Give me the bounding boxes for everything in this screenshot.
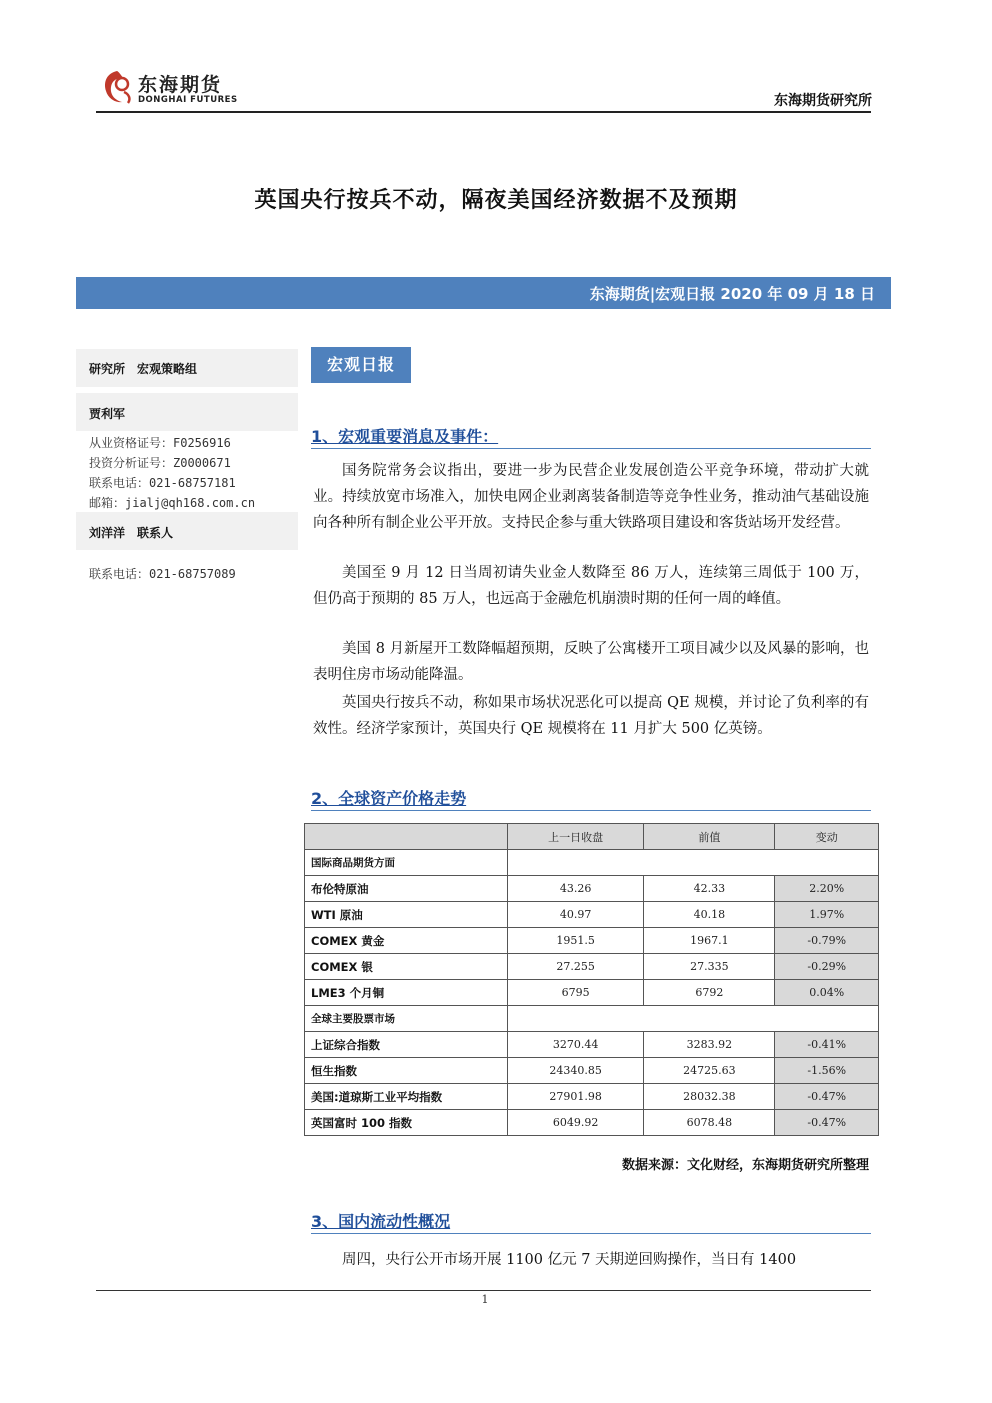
group-label: 国际商品期货方面 (305, 850, 508, 876)
section1-heading-text: 1、宏观重要消息及事件： (311, 427, 499, 446)
row-label: LME3 个月铜 (305, 980, 508, 1006)
section1-heading (311, 424, 871, 449)
table-row (305, 876, 879, 902)
table-row (305, 1058, 879, 1084)
row-label: 英国富时 100 指数 (305, 1110, 508, 1136)
analyst2-phone: 联系电话：021-68757089 (89, 567, 236, 581)
change-value: -0.41% (775, 1032, 879, 1058)
prev-value: 42.33 (644, 876, 775, 902)
column-header: 变动 (775, 824, 879, 850)
change-value: -0.47% (775, 1084, 879, 1110)
company-logo (96, 64, 256, 110)
prev-value: 6792 (644, 980, 775, 1006)
table-row (305, 902, 879, 928)
table-header-row (305, 824, 879, 850)
close-value: 3270.44 (508, 1032, 644, 1058)
data-source-note: 数据来源：文化财经，东海期货研究所整理 (621, 1158, 869, 1173)
section1-paragraph: 国务院常务会议指出，要进一步为民营企业发展创造公平竞争环境，带动扩大就业。持续放宽市场准入，加快电网企业剥离装备制造等竞争性业务，推动油气基础设施向各种所有制企业公平开放。支持民企参与重大铁路项目建设和客货站场开发经营。 (313, 463, 869, 531)
close-value: 43.26 (508, 876, 644, 902)
table-row (305, 1032, 879, 1058)
table-group-row (305, 850, 879, 876)
section1-paragraph: 美国至 9 月 12 日当周初请失业金人数降至 86 万人，连续第三周低于 100 万，但仍高于预期的 85 万人，也远高于金融危机崩溃时期的任何一周的峰值。 (313, 565, 869, 607)
logo-chinese-name: 东海期货 (138, 74, 223, 96)
row-label: WTI 原油 (305, 902, 508, 928)
header-divider (96, 111, 871, 113)
group-label: 全球主要股票市场 (305, 1006, 508, 1032)
change-value: 1.97% (775, 902, 879, 928)
prev-value: 40.18 (644, 902, 775, 928)
report-banner (76, 277, 891, 309)
section2-heading (311, 786, 871, 811)
prev-value: 3283.92 (644, 1032, 775, 1058)
dragon-logo-icon (100, 68, 134, 106)
logo-english-name: DONGHAI FUTURES (138, 95, 238, 105)
analyst1-email[interactable]: 邮箱：jialj@qh168.com.cn (89, 496, 256, 510)
group-spacer (508, 1006, 879, 1032)
row-label: 布伦特原油 (305, 876, 508, 902)
asset-price-table (304, 823, 879, 1136)
table-row (305, 1084, 879, 1110)
footer-divider (96, 1290, 871, 1291)
section3-heading-text: 3、国内流动性概况 (311, 1212, 451, 1231)
section1-paragraph: 英国央行按兵不动，称如果市场状况恶化可以提高 QE 规模，并讨论了负利率的有效性。经济学家预计，英国央行 QE 规模将在 11 月扩大 500 亿英镑。 (313, 695, 869, 737)
close-value: 6049.92 (508, 1110, 644, 1136)
close-value: 6795 (508, 980, 644, 1006)
prev-value: 24725.63 (644, 1058, 775, 1084)
analyst2-name: 刘洋洋 联系人 (89, 526, 174, 540)
page-number: 1 (481, 1293, 489, 1306)
institute-name: 东海期货研究所 (774, 93, 872, 109)
column-header: 上一日收盘 (508, 824, 644, 850)
section2-heading-text: 2、全球资产价格走势 (311, 789, 467, 808)
change-value: 0.04% (775, 980, 879, 1006)
section-tag: 宏观日报 (311, 347, 411, 383)
prev-value: 6078.48 (644, 1110, 775, 1136)
change-value: -0.47% (775, 1110, 879, 1136)
section1-paragraph: 美国 8 月新屋开工数降幅超预期，反映了公寓楼开工项目减少以及风暴的影响，也表明住房市场动能降温。 (313, 641, 869, 683)
close-value: 27.255 (508, 954, 644, 980)
analyst1-invest-cert: 投资分析证号：Z0000671 (89, 456, 231, 470)
analyst1-name: 贾利军 (89, 407, 126, 421)
row-label: 上证综合指数 (305, 1032, 508, 1058)
banner-text: 东海期货|宏观日报 2020 年 09 月 18 日 (589, 285, 875, 303)
close-value: 27901.98 (508, 1084, 644, 1110)
analyst1-info (89, 433, 255, 513)
table-row (305, 928, 879, 954)
row-label: 恒生指数 (305, 1058, 508, 1084)
column-header: 前值 (644, 824, 775, 850)
row-label: COMEX 黄金 (305, 928, 508, 954)
sidebar-group: 研究所 宏观策略组 (89, 362, 198, 376)
table-corner-cell (305, 824, 508, 850)
prev-value: 1967.1 (644, 928, 775, 954)
change-value: -0.29% (775, 954, 879, 980)
prev-value: 27.335 (644, 954, 775, 980)
table-group-row (305, 1006, 879, 1032)
prev-value: 28032.38 (644, 1084, 775, 1110)
change-value: -0.79% (775, 928, 879, 954)
table-row (305, 954, 879, 980)
section3-paragraph: 周四，央行公开市场开展 1100 亿元 7 天期逆回购操作，当日有 1400 (342, 1252, 797, 1268)
table-row (305, 980, 879, 1006)
table-row (305, 1110, 879, 1136)
analyst1-qualification: 从业资格证号：F0256916 (89, 436, 231, 450)
close-value: 1951.5 (508, 928, 644, 954)
row-label: COMEX 银 (305, 954, 508, 980)
report-title: 英国央行按兵不动，隔夜美国经济数据不及预期 (254, 188, 738, 213)
close-value: 40.97 (508, 902, 644, 928)
change-value: 2.20% (775, 876, 879, 902)
change-value: -1.56% (775, 1058, 879, 1084)
group-spacer (508, 850, 879, 876)
row-label: 美国:道琼斯工业平均指数 (305, 1084, 508, 1110)
analyst1-phone: 联系电话：021-68757181 (89, 476, 236, 490)
section3-heading (311, 1209, 871, 1234)
close-value: 24340.85 (508, 1058, 644, 1084)
